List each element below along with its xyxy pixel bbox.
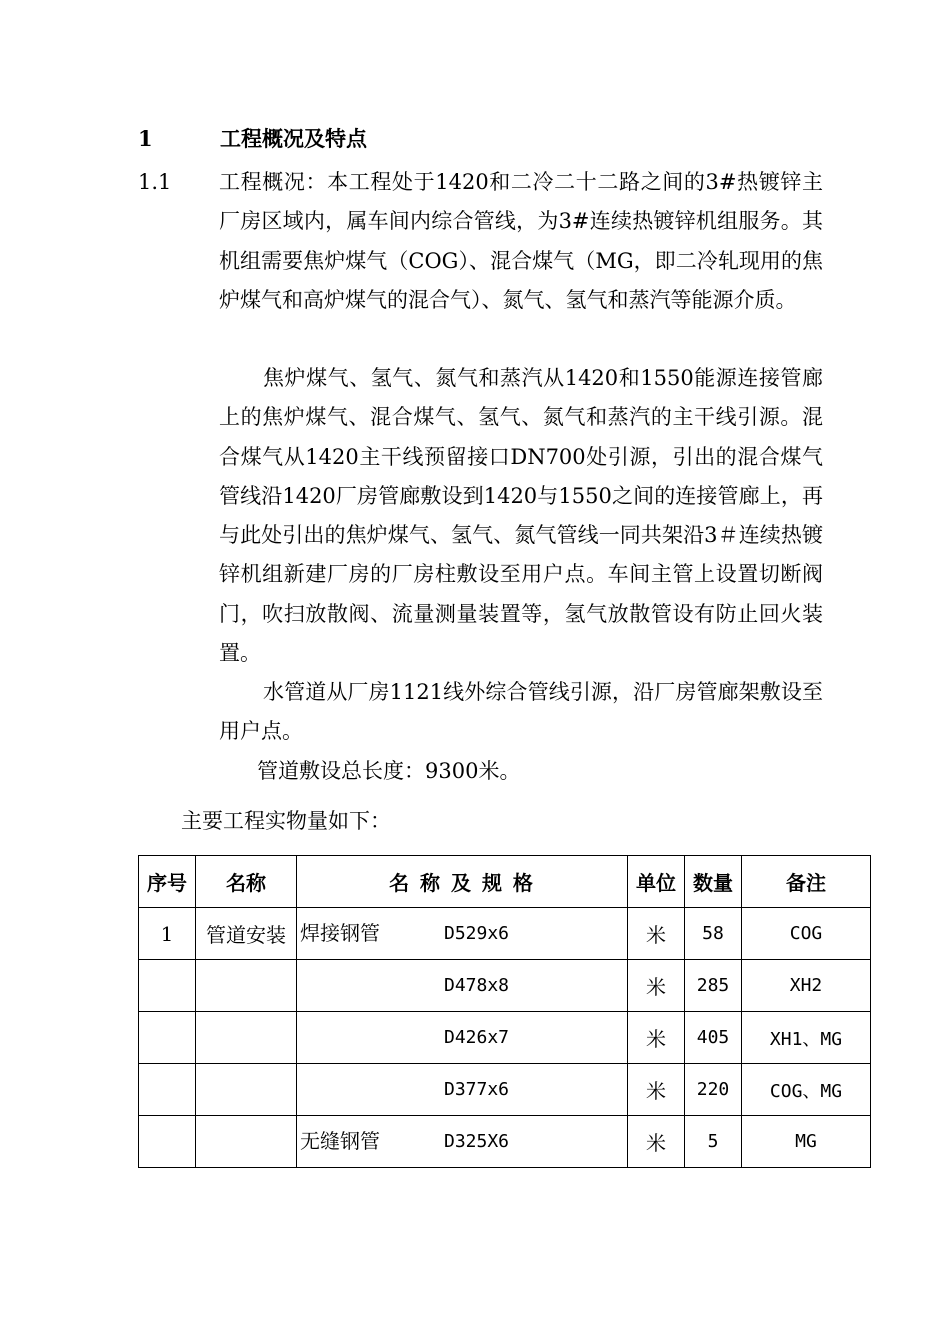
cell-size: D325X6 bbox=[444, 1131, 510, 1152]
cell-name bbox=[196, 1012, 297, 1064]
cell-name bbox=[196, 960, 297, 1012]
cell-note: XH1、MG bbox=[742, 1012, 871, 1064]
table-row bbox=[139, 908, 871, 960]
cell-no bbox=[139, 1064, 196, 1116]
cell-name bbox=[196, 1116, 297, 1168]
cell-qty: 405 bbox=[685, 1012, 742, 1064]
cell-unit: 米 bbox=[628, 908, 685, 960]
quantity-table bbox=[138, 855, 871, 1168]
cell-qty: 5 bbox=[685, 1116, 742, 1168]
header-spec: 名 称 及 规 格 bbox=[297, 856, 628, 908]
table-row bbox=[139, 1116, 871, 1168]
overview-paragraph: 工程概况：本工程处于1420和二冷二十二路之间的3#热镀锌主厂房区域内，属车间内综合管线，为3#连续热镀锌机组服务。其机组需要焦炉煤气（COG）、混合煤气（MG，即二冷轧现用的焦炉煤气和高炉煤气的混合气）、氮气、氢气和蒸汽等能源介质。 bbox=[219, 170, 823, 312]
cell-note: MG bbox=[742, 1116, 871, 1168]
cell-note: XH2 bbox=[742, 960, 871, 1012]
cell-unit: 米 bbox=[628, 1116, 685, 1168]
cell-size: D478x8 bbox=[444, 975, 510, 996]
table-intro-paragraph: 主要工程实物量如下： bbox=[181, 809, 391, 833]
cell-unit: 米 bbox=[628, 1064, 685, 1116]
table-row bbox=[139, 1064, 871, 1116]
cell-material: 无缝钢管 bbox=[300, 1129, 380, 1153]
cell-note: COG bbox=[742, 908, 871, 960]
water-paragraph: 水管道从厂房1121线外综合管线引源，沿厂房管廊架敷设至用户点。 bbox=[219, 680, 823, 744]
header-note: 备注 bbox=[742, 856, 871, 908]
source-paragraph: 焦炉煤气、氢气、氮气和蒸汽从1420和1550能源连接管廊上的焦炉煤气、混合煤气、氢气、氮气和蒸汽的主干线引源。混合煤气从1420主干线预留接口DN700处引源，引出的混合煤气管线沿1420厂房管廊敷设到1420与1550之间的连接管廊上，再与此处引出的焦炉煤气、氢气、氮气管线一同共架沿3＃连续热镀锌机组新建厂房的厂房柱敷设至用户点。车间主管上设置切断阀门，吹扫放散阀、流量测量装置等，氢气放散管设有防止回火装置。 bbox=[219, 366, 824, 666]
cell-note: COG、MG bbox=[742, 1064, 871, 1116]
cell-spec bbox=[297, 960, 628, 1012]
cell-spec bbox=[297, 908, 628, 960]
header-qty: 数量 bbox=[685, 856, 742, 908]
cell-qty: 220 bbox=[685, 1064, 742, 1116]
cell-spec bbox=[297, 1116, 628, 1168]
cell-spec bbox=[297, 1012, 628, 1064]
cell-size: D377x6 bbox=[444, 1079, 510, 1100]
header-name: 名称 bbox=[196, 856, 297, 908]
subsection-number: 1.1 bbox=[138, 170, 172, 194]
cell-no bbox=[139, 1012, 196, 1064]
table-row bbox=[139, 1012, 871, 1064]
cell-material: 焊接钢管 bbox=[300, 921, 380, 945]
cell-no: 1 bbox=[139, 908, 196, 960]
cell-unit: 米 bbox=[628, 1012, 685, 1064]
header-unit: 单位 bbox=[628, 856, 685, 908]
header-no: 序号 bbox=[139, 856, 196, 908]
cell-no bbox=[139, 1116, 196, 1168]
table-header-row bbox=[139, 856, 871, 908]
cell-name: 管道安装 bbox=[196, 908, 297, 960]
cell-no bbox=[139, 960, 196, 1012]
cell-name bbox=[196, 1064, 297, 1116]
section-number: 1 bbox=[138, 126, 153, 151]
cell-size: D426x7 bbox=[444, 1027, 510, 1048]
total-length-paragraph: 管道敷设总长度：9300米。 bbox=[257, 759, 521, 783]
cell-qty: 285 bbox=[685, 960, 742, 1012]
cell-unit: 米 bbox=[628, 960, 685, 1012]
cell-size: D529x6 bbox=[444, 923, 510, 944]
cell-spec bbox=[297, 1064, 628, 1116]
table-row bbox=[139, 960, 871, 1012]
cell-qty: 58 bbox=[685, 908, 742, 960]
section-title: 工程概况及特点 bbox=[220, 126, 367, 151]
